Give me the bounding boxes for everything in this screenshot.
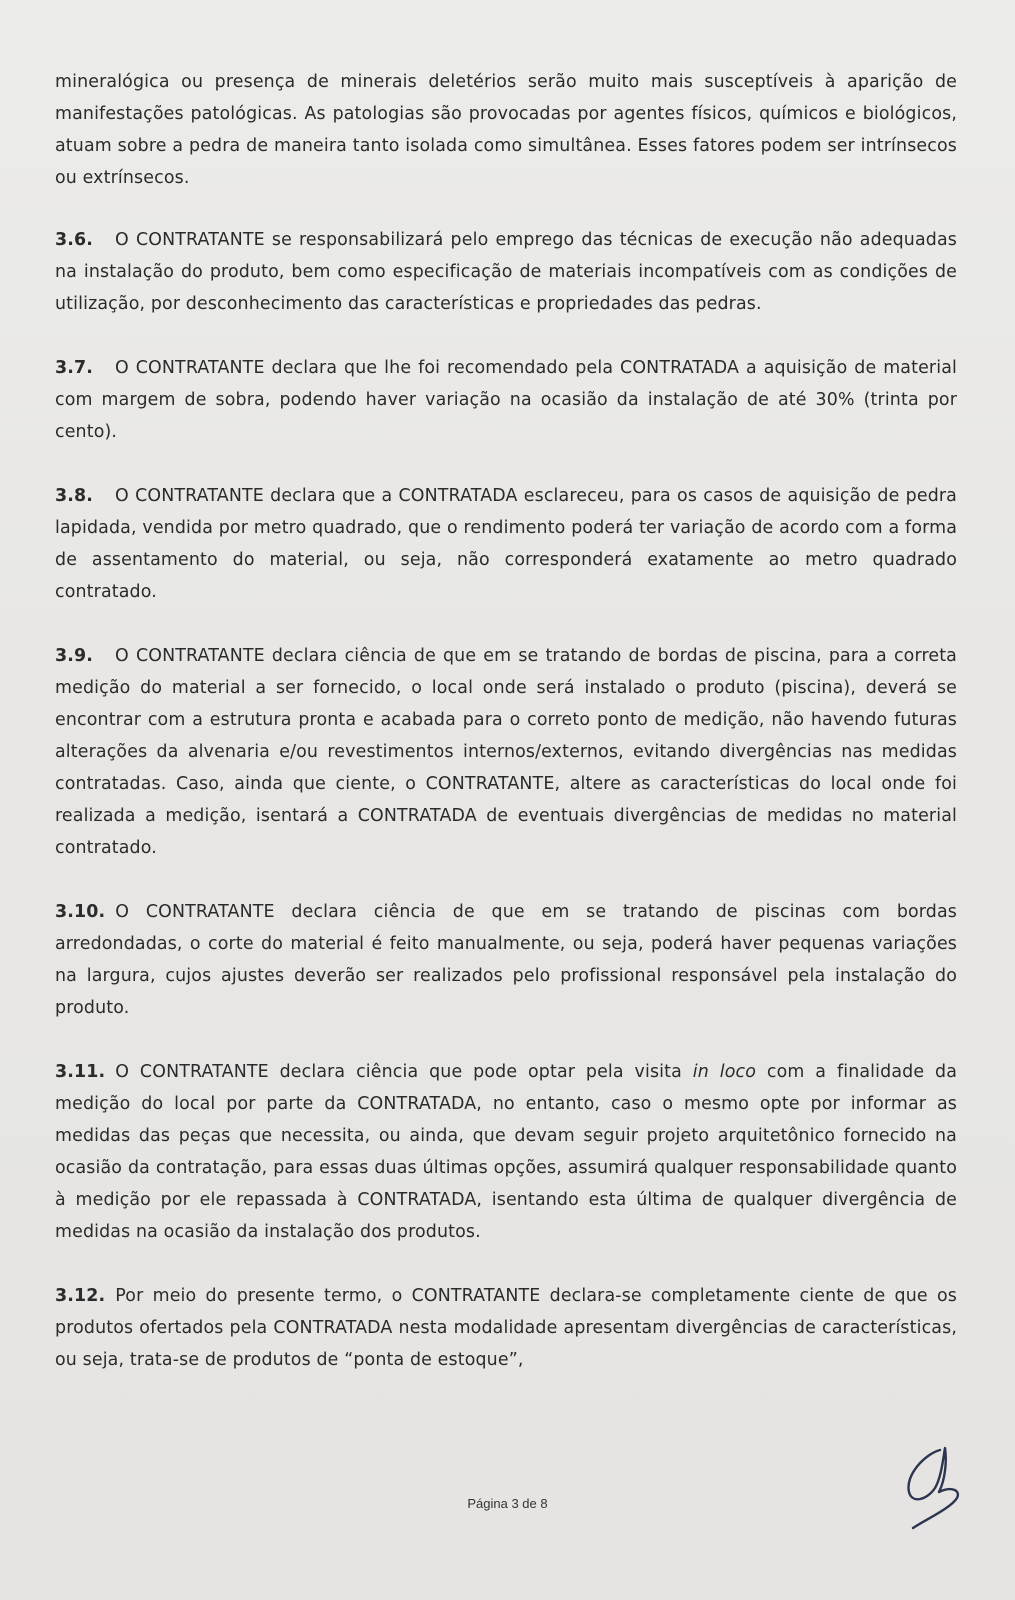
clause-3-8 bbox=[55, 480, 957, 608]
page-number: Página 3 de 8 bbox=[467, 1496, 548, 1511]
signature-initials bbox=[895, 1440, 975, 1535]
clause-text: O CONTRATANTE declara que lhe foi recomendado pela CONTRATADA a aquisição de material com margem de sobra, podendo haver variação na ocasião da instalação de até 30% (trinta por cento). bbox=[55, 358, 957, 442]
clause-text: Por meio do presente termo, o CONTRATANTE declara-se completamente ciente de que os produtos ofertados pela CONTRATADA nesta modalidade apresentam divergências de características, ou seja, trata-se de produtos de “ponta de estoque”, bbox=[55, 1286, 957, 1370]
clause-number: 3.6. bbox=[55, 230, 94, 250]
clause-number: 3.9. bbox=[55, 646, 94, 666]
clause-3-6 bbox=[55, 224, 957, 320]
document-body bbox=[55, 66, 957, 1408]
clause-text: O CONTRATANTE declara que a CONTRATADA esclareceu, para os casos de aquisição de pedra lapidada, vendida por metro quadrado, que o rendimento poderá ter variação de acordo com a forma de assentamento do material, ou seja, não corresponderá exatamente ao metro quadrado contratado. bbox=[55, 486, 957, 602]
clause-3-10 bbox=[55, 896, 957, 1024]
clause-3-7 bbox=[55, 352, 957, 448]
clause-number: 3.8. bbox=[55, 486, 94, 506]
intro-paragraph bbox=[55, 66, 957, 194]
clause-number: 3.7. bbox=[55, 358, 94, 378]
intro-text: mineralógica ou presença de minerais deletérios serão muito mais susceptíveis à aparição de manifestações patológicas. As patologias são provocadas por agentes físicos, químicos e biológicos, atuam sobre a pedra de maneira tanto isolada como simultânea. Esses fatores podem ser intrínsecos ou extrínsecos. bbox=[55, 72, 957, 188]
clause-text: O CONTRATANTE se responsabilizará pelo emprego das técnicas de execução não adequadas na instalação do produto, bem como especificação de materiais incompatíveis com as condições de utilização, por desconhecimento das características e propriedades das pedras. bbox=[55, 230, 957, 314]
clause-text-before: O CONTRATANTE declara ciência que pode optar pela visita bbox=[115, 1062, 693, 1082]
clause-number: 3.12. bbox=[55, 1286, 106, 1306]
clause-number: 3.11. bbox=[55, 1062, 106, 1082]
clause-text-after: com a finalidade da medição do local por parte da CONTRATADA, no entanto, caso o mesmo opte por informar as medidas das peças que necessita, ou ainda, que devam seguir projeto arquitetônico fornecido na ocasião da contratação, para essas duas últimas opções, assumirá qualquer responsabilidade quanto à medição por ele repassada à CONTRATADA, isentando esta última de qualquer divergência de medidas na ocasião da instalação dos produtos. bbox=[55, 1062, 957, 1242]
clause-3-12 bbox=[55, 1280, 957, 1376]
clause-text-italic: in loco bbox=[692, 1062, 757, 1082]
clause-3-11 bbox=[55, 1056, 957, 1248]
clause-text: O CONTRATANTE declara ciência de que em se tratando de piscinas com bordas arredondadas, o corte do material é feito manualmente, ou seja, poderá haver pequenas variações na largura, cujos ajustes deverão ser realizados pelo profissional responsável pela instalação do produto. bbox=[55, 902, 957, 1018]
clause-number: 3.10. bbox=[55, 902, 106, 922]
clause-3-9 bbox=[55, 640, 957, 864]
clause-text: O CONTRATANTE declara ciência de que em se tratando de bordas de piscina, para a correta medição do material a ser fornecido, o local onde será instalado o produto (piscina), deverá se encontrar com a estrutura pronta e acabada para o correto ponto de medição, não havendo futuras alterações da alvenaria e/ou revestimentos internos/externos, evitando divergências nas medidas contratadas. Caso, ainda que ciente, o CONTRATANTE, altere as características do local onde foi realizada a medição, isentará a CONTRATADA de eventuais divergências de medidas no material contratado. bbox=[55, 646, 957, 858]
